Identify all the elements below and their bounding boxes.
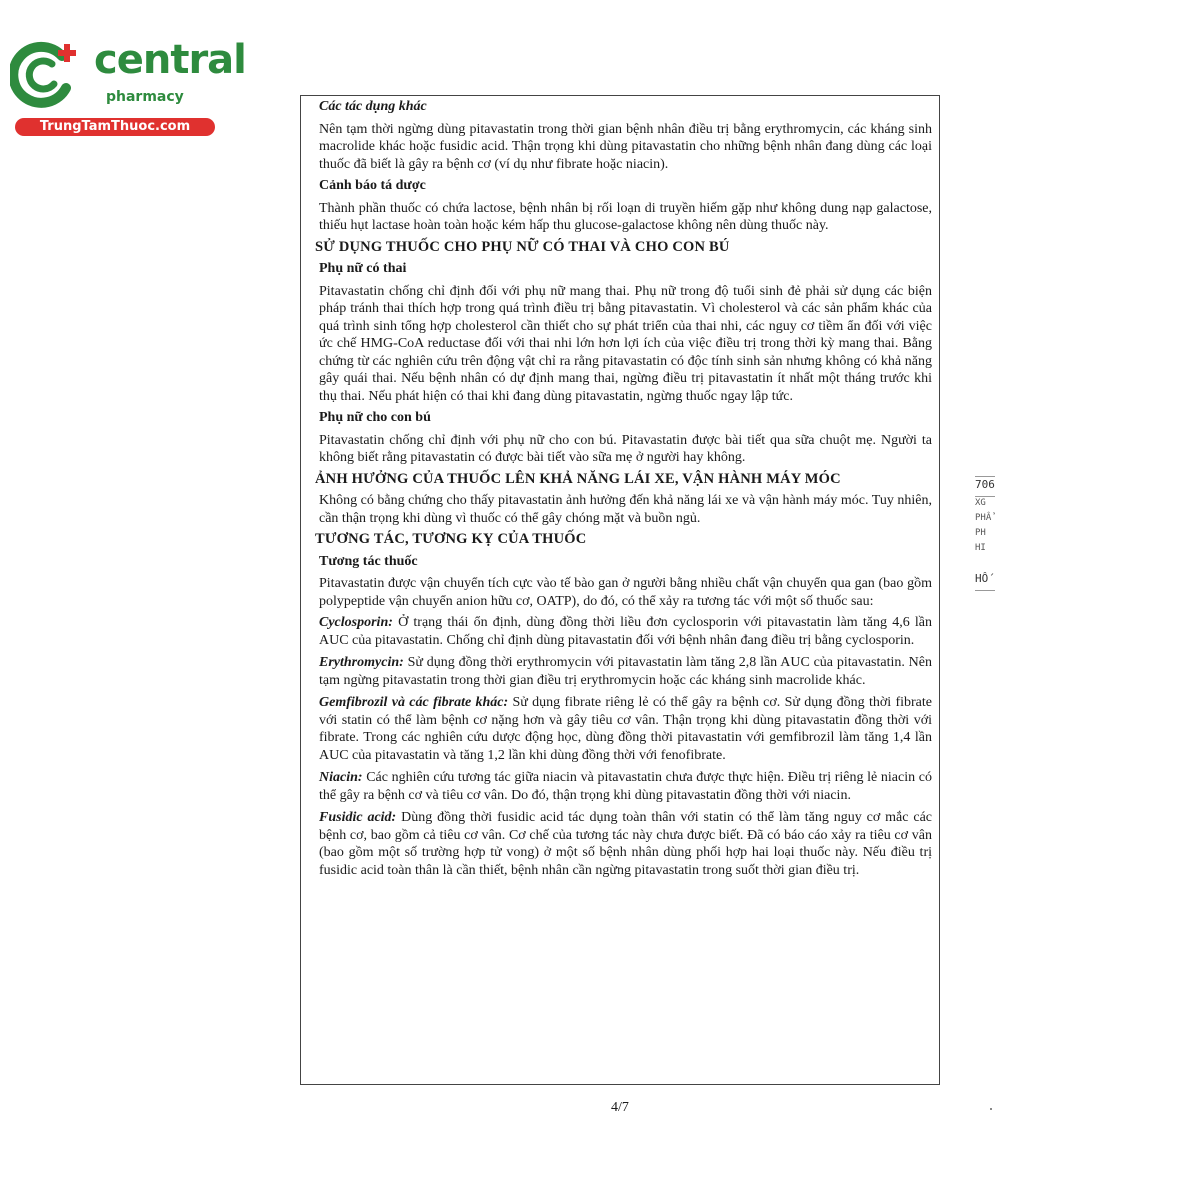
page-number: 4/7	[611, 1100, 629, 1115]
document-page	[300, 95, 940, 1085]
fragment-text: 706	[975, 478, 995, 491]
subheading-pregnancy: Phụ nữ có thai	[319, 261, 407, 276]
fragment-text: PH	[975, 528, 986, 538]
subheading-lactation: Phụ nữ cho con bú	[319, 410, 431, 425]
drug-text: Dùng đồng thời fusidic acid tác dụng toàn thân với statin có thể làm tăng nguy cơ mắc các bệnh cơ, bao gồm cả tiêu cơ vân. Cơ chế của tương tác này chưa được biết. Đã có báo cáo xảy ra tiêu cơ vân (bao gồm một số trường hợp tử vong) ở một số bệnh nhân dùng phối hợp hai loại thuốc này. Nếu điều trị fusidic acid toàn thân là cần thiết, bệnh nhân cần ngừng pitavastatin trong suốt thời gian điều trị.	[319, 810, 932, 878]
drug-name: Cyclosporin:	[319, 615, 393, 630]
drug-text: Các nghiên cứu tương tác giữa niacin và pitavastatin chưa được thực hiện. Điều trị riêng lẻ niacin có thể gây ra bệnh cơ và tiêu cơ vân. Do đó, thận trọng khi dùng pitavastatin đồng thời với niacin.	[319, 770, 932, 803]
fragment-text: XG	[975, 498, 986, 508]
central-pharmacy-logo[interactable]	[10, 37, 246, 138]
paragraph-lactation: Pitavastatin chống chỉ định với phụ nữ cho con bú. Pitavastatin được bài tiết qua sữa chuột mẹ. Người ta không biết rằng pitavastatin có được bài tiết vào sữa mẹ ở người hay không.	[319, 432, 932, 465]
drug-text: Sử dụng fibrate riêng lẻ có thể gây ra bệnh cơ. Sử dụng đồng thời fibrate với statin có thể làm bệnh cơ nặng hơn và gây tiêu cơ vân. Thận trọng khi dùng pitavastatin đồng thời với fibrate. Trong các nghiên cứu dược động học, dùng đồng thời pitavastatin với gemfibrozil làm tăng 1,4 lần AUC của pitavastatin và tăng 1,2 lần khi dùng đồng thời với fenofibrate.	[319, 695, 932, 763]
drug-text: Sử dụng đồng thời erythromycin với pitavastatin làm tăng 2,8 lần AUC của pitavastatin. Nên tạm ngừng pitavastatin trong thời gian điều trị erythromycin hoặc các kháng sinh macrolide khác.	[319, 655, 932, 688]
paragraph-excipient-warning: Thành phần thuốc có chứa lactose, bệnh nhân bị rối loạn di truyền hiếm gặp như không dung nạp galactose, thiếu hụt lactase hoàn toàn hoặc kém hấp thu glucose-galactose không nên dùng thuốc này.	[319, 200, 932, 233]
drug-name: Erythromycin:	[319, 655, 404, 670]
fragment-rule	[975, 496, 995, 497]
subheading-drug-interactions: Tương tác thuốc	[319, 553, 418, 569]
drug-interaction-item	[315, 809, 932, 879]
logo-name: central	[94, 37, 246, 83]
fragment-text: HỐ	[975, 572, 989, 585]
paragraph-other-effects: Nên tạm thời ngừng dùng pitavastatin trong thời gian bệnh nhân điều trị bằng erythromycin, các kháng sinh macrolide khác hoặc fusidic acid. Thận trọng khi dùng pitavastatin cho những bệnh nhân đang dùng các loại thuốc đã biết là gây ra bệnh cơ (ví dụ như fibrate hoặc niacin).	[319, 121, 932, 172]
paragraph-pregnancy: Pitavastatin chống chỉ định đối với phụ nữ mang thai. Phụ nữ trong độ tuổi sinh đẻ phải sử dụng các biện pháp tránh thai thích hợp trong quá trình điều trị bằng pitavastatin. Vì cholesterol và các sản phẩm khác của quá trình sinh tổng hợp cholesterol cần thiết cho sự phát triển của thai nhi, các nguy cơ tiềm ẩn đối với việc ức chế HMG-CoA reductase đối với thai nhi lớn hơn lợi ích của việc điều trị trong thời kỳ mang thai. Bằng chứng từ các nghiên cứu trên động vật chỉ ra rằng pitavastatin có độc tính sinh sản nhưng không có khả năng gây quái thai. Nếu bệnh nhân có dự định mang thai, ngừng điều trị pitavastatin ít nhất một tháng trước khi thụ thai. Nếu phát hiện có thai khi đang dùng pitavastatin, ngừng thuốc ngay lập tức.	[319, 283, 932, 404]
drug-name: Fusidic acid:	[319, 810, 397, 825]
logo-url-bar[interactable]: TrungTamThuoc.com	[15, 118, 215, 136]
drug-name: Gemfibrozil và các fibrate khác:	[319, 695, 509, 710]
subheading-excipient-warning: Cảnh báo tá dược	[319, 178, 426, 193]
heading-pregnancy-lactation: SỬ DỤNG THUỐC CHO PHỤ NỮ CÓ THAI VÀ CHO CON BÚ	[315, 238, 730, 255]
drug-interaction-item	[315, 769, 932, 804]
fragment-text: PHẨ	[975, 513, 992, 523]
heading-interactions: TƯƠNG TÁC, TƯƠNG KỴ CỦA THUỐC	[315, 531, 587, 547]
scan-speck	[990, 1108, 992, 1110]
fragment-rule	[975, 476, 995, 477]
paragraph-drug-interactions: Pitavastatin được vận chuyển tích cực vào tế bào gan ở người bằng nhiều chất vận chuyển qua gan (bao gồm polypeptide vận chuyển anion hữu cơ, OATP), do đó, có thể xảy ra tương tác với một số thuốc sau:	[319, 576, 932, 609]
heading-driving-machinery: ẢNH HƯỞNG CỦA THUỐC LÊN KHẢ NĂNG LÁI XE, VẬN HÀNH MÁY MÓC	[315, 470, 841, 487]
adjacent-page-fragment	[975, 474, 999, 593]
fragment-text: HI	[975, 543, 986, 553]
paragraph-driving-machinery: Không có bằng chứng cho thấy pitavastatin ảnh hưởng đến khả năng lái xe và vận hành máy móc. Tuy nhiên, cần thận trọng khi dùng vì thuốc có thể gây chóng mặt và buồn ngủ.	[319, 493, 932, 526]
pharmacy-logo-icon	[10, 38, 85, 108]
fragment-rule	[975, 590, 995, 591]
subheading-other-effects: Các tác dụng khác	[319, 99, 427, 114]
drug-interaction-item	[315, 654, 932, 689]
drug-interaction-item	[315, 614, 932, 649]
logo-subtitle: pharmacy	[106, 89, 184, 105]
drug-name: Niacin:	[319, 770, 363, 785]
drug-interaction-item	[315, 694, 932, 764]
drug-text: Ở trạng thái ổn định, dùng đồng thời liều đơn cyclosporin với pitavastatin làm tăng 4,6 lần AUC của pitavastatin. Chống chỉ định dùng pitavastatin đối với bệnh nhân đang điều trị bằng cyclosporin.	[319, 615, 932, 648]
